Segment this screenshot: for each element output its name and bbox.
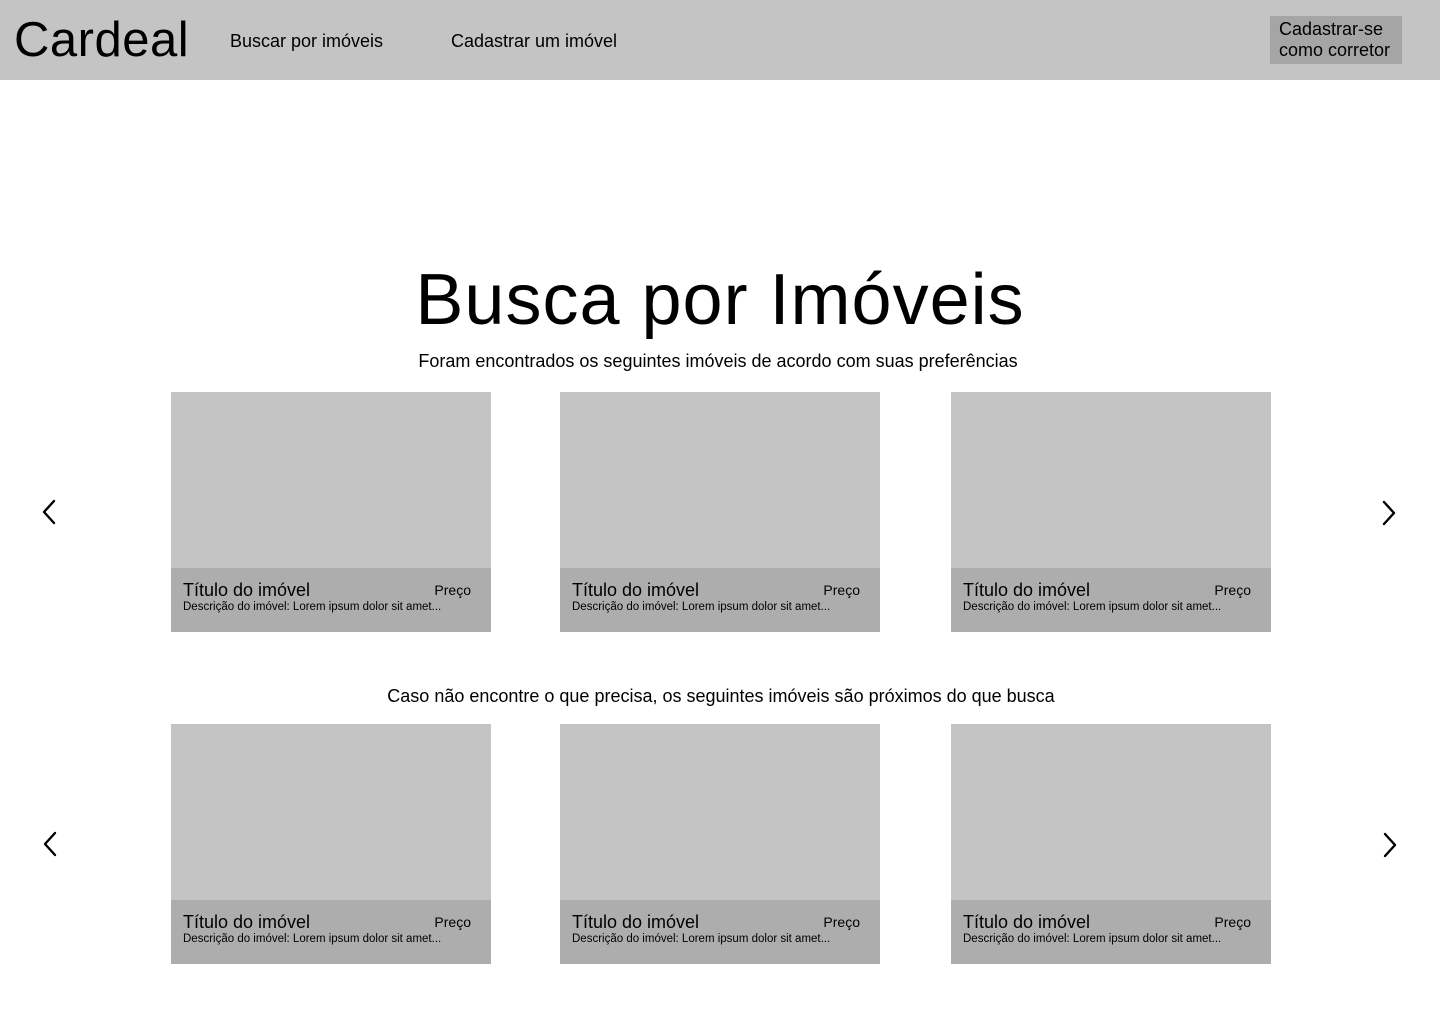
property-title: Título do imóvel — [572, 580, 700, 600]
property-title: Título do imóvel — [183, 580, 311, 600]
property-price: Preço — [1214, 582, 1251, 598]
chevron-right-icon — [1382, 832, 1398, 858]
register-broker-label-line2: como corretor — [1279, 40, 1391, 60]
property-card[interactable] — [560, 724, 880, 964]
chevron-right-icon — [1381, 500, 1397, 526]
property-price: Preço — [1214, 914, 1251, 930]
property-price: Preço — [434, 914, 471, 930]
property-price: Preço — [823, 582, 860, 598]
property-description: Descrição do imóvel: Lorem ipsum dolor sit amet... — [572, 933, 831, 945]
property-card[interactable] — [171, 724, 491, 964]
property-card-info — [171, 900, 491, 964]
chevron-left-icon — [41, 499, 57, 525]
register-broker-label-line1: Cadastrar-se — [1279, 19, 1384, 39]
property-price: Preço — [434, 582, 471, 598]
property-title: Título do imóvel — [572, 912, 700, 932]
property-description: Descrição do imóvel: Lorem ipsum dolor sit amet... — [963, 933, 1222, 945]
property-card[interactable] — [951, 392, 1271, 632]
property-photo-placeholder — [951, 724, 1271, 900]
property-description: Descrição do imóvel: Lorem ipsum dolor sit amet... — [183, 933, 442, 945]
property-title: Título do imóvel — [963, 580, 1091, 600]
similar-prev-button[interactable] — [35, 824, 65, 864]
property-card-info — [951, 568, 1271, 632]
property-card[interactable] — [171, 392, 491, 632]
property-photo-placeholder — [560, 392, 880, 568]
property-card-info — [951, 900, 1271, 964]
property-price: Preço — [823, 914, 860, 930]
property-photo-placeholder — [171, 392, 491, 568]
page-title: Busca por Imóveis — [415, 260, 1025, 340]
property-title: Título do imóvel — [183, 912, 311, 932]
property-photo-placeholder — [560, 724, 880, 900]
results-subtitle: Foram encontrados os seguintes imóveis de acordo com suas preferências — [418, 351, 1018, 371]
property-card[interactable] — [951, 724, 1271, 964]
property-card-info — [171, 568, 491, 632]
property-title: Título do imóvel — [963, 912, 1091, 932]
property-card-info — [560, 568, 880, 632]
property-card-info — [560, 900, 880, 964]
nav-search-properties[interactable]: Buscar por imóveis — [230, 31, 384, 51]
similar-next-button[interactable] — [1375, 825, 1405, 865]
property-photo-placeholder — [951, 392, 1271, 568]
property-photo-placeholder — [171, 724, 491, 900]
top-header — [0, 0, 1440, 80]
register-broker-button[interactable] — [1270, 16, 1402, 64]
similar-subtitle: Caso não encontre o que precisa, os seguintes imóveis são próximos do que busca — [387, 686, 1055, 706]
property-card[interactable] — [560, 392, 880, 632]
results-prev-button[interactable] — [34, 492, 64, 532]
property-description: Descrição do imóvel: Lorem ipsum dolor sit amet... — [572, 601, 831, 613]
property-description: Descrição do imóvel: Lorem ipsum dolor sit amet... — [183, 601, 442, 613]
results-next-button[interactable] — [1374, 493, 1404, 533]
nav-register-property[interactable]: Cadastrar um imóvel — [451, 31, 618, 51]
chevron-left-icon — [42, 831, 58, 857]
logo[interactable]: Cardeal — [14, 13, 190, 67]
property-description: Descrição do imóvel: Lorem ipsum dolor sit amet... — [963, 601, 1222, 613]
